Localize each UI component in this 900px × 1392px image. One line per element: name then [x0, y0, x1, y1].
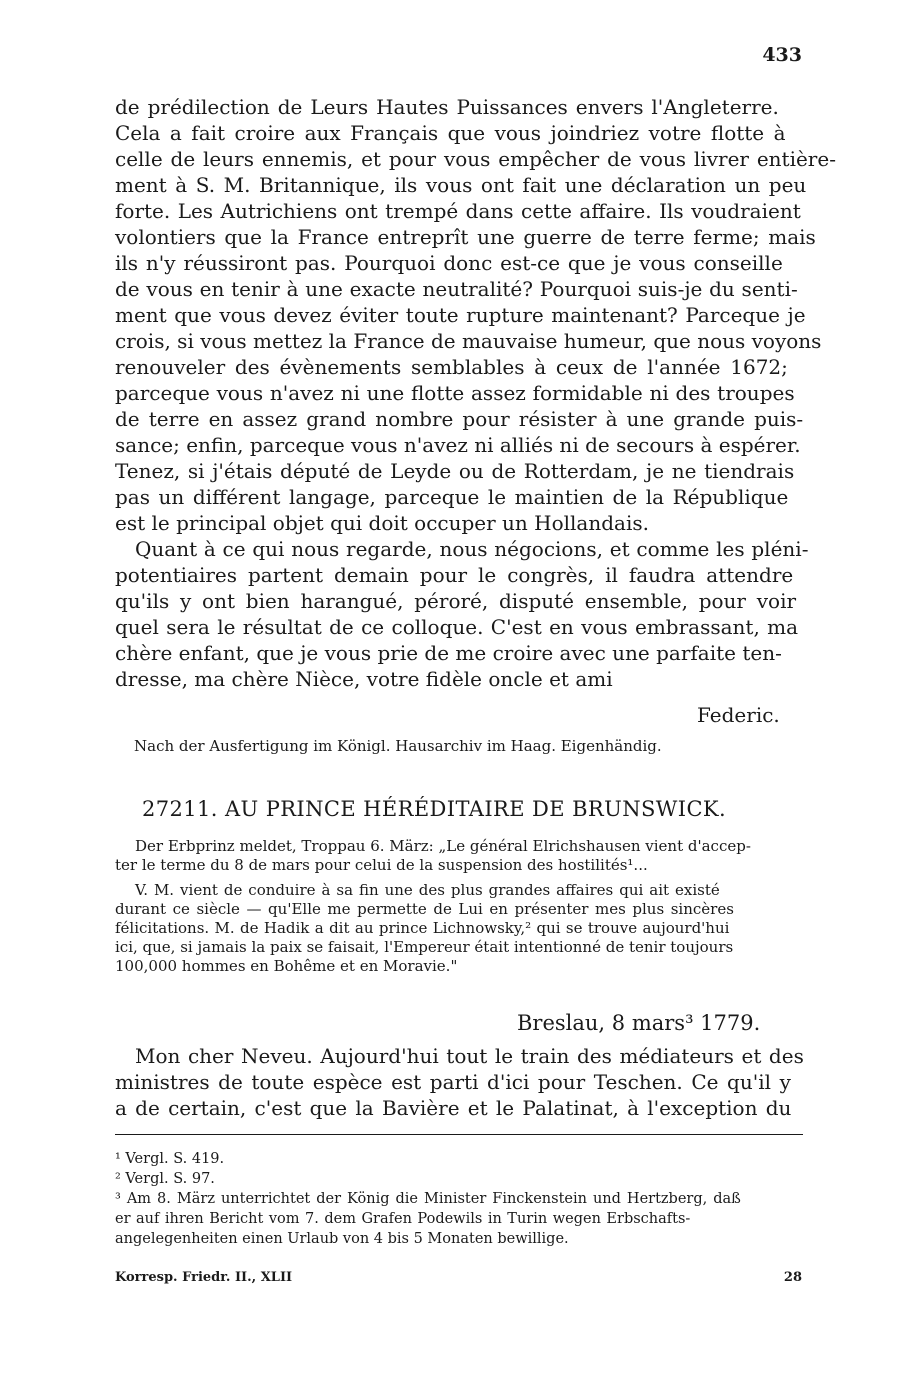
- text-line: pas un différent langage, parceque le maintien de la République: [115, 485, 789, 509]
- text-line: ment que vous devez éviter toute rupture maintenant? Parceque je: [115, 303, 806, 327]
- text-line: potentiaires partent demain pour le congrès, il faudra attendre: [115, 563, 794, 587]
- footnote-rule: [115, 1134, 803, 1135]
- source-note: Nach der Ausfertigung im Königl. Hausarchiv im Haag. Eigenhändig.: [134, 737, 662, 755]
- footnote-line: ³ Am 8. März unterrichtet der König die Minister Finckenstein und Hertzberg, daß: [115, 1191, 741, 1207]
- summary-line: V. M. vient de conduire à sa fin une des plus grandes affaires qui ait existé: [135, 881, 720, 899]
- text-line: est le principal objet qui doit occuper un Hollandais.: [115, 511, 649, 535]
- sheet-number: 28: [783, 1270, 802, 1285]
- text-line: ministres de toute espèce est parti d'ici pour Teschen. Ce qu'il y: [115, 1070, 791, 1094]
- text-line: de terre en assez grand nombre pour résister à une grande puis-: [115, 407, 804, 431]
- text-line: ment à S. M. Britannique, ils vous ont fait une déclaration un peu: [115, 173, 807, 197]
- text-line: sance; enfin, parceque vous n'avez ni alliés ni de secours à espérer.: [115, 433, 801, 457]
- summary-line: Der Erbprinz meldet, Troppau 6. März: „Le général Elrichshausen vient d'accep-: [135, 837, 751, 855]
- text-line: quel sera le résultat de ce colloque. C'est en vous embrassant, ma: [115, 615, 799, 639]
- text-line: crois, si vous mettez la France de mauvaise humeur, que nous voyons: [115, 329, 822, 353]
- letter-heading: 27211. AU PRINCE HÉRÉDITAIRE DE BRUNSWICK.: [142, 797, 727, 821]
- text-line: dresse, ma chère Nièce, votre fidèle oncle et ami: [115, 667, 613, 691]
- text-line: celle de leurs ennemis, et pour vous empêcher de vous livrer entière-: [115, 147, 836, 171]
- summary-line: durant ce siècle — qu'Elle me permette de Lui en présenter mes plus sincères: [115, 900, 734, 918]
- text-line: ils n'y réussiront pas. Pourquoi donc est-ce que je vous conseille: [115, 251, 783, 275]
- text-line: parceque vous n'avez ni une flotte assez formidable ni des troupes: [115, 381, 795, 405]
- text-line: de prédilection de Leurs Hautes Puissances envers l'Angleterre.: [115, 95, 779, 119]
- footnote-line: ² Vergl. S. 97.: [115, 1171, 215, 1187]
- dateline: Breslau, 8 mars³ 1779.: [517, 1011, 761, 1035]
- footnote-line: angelegenheiten einen Urlaub von 4 bis 5 Monaten bewillige.: [115, 1231, 569, 1247]
- text-line: renouveler des évènements semblables à ceux de l'année 1672;: [115, 355, 788, 379]
- summary-line: 100,000 hommes en Bohême et en Moravie.": [115, 957, 458, 975]
- footnote-line: er auf ihren Bericht vom 7. dem Grafen Podewils in Turin wegen Erbschafts-: [115, 1211, 691, 1227]
- page-number: 433: [762, 44, 802, 66]
- text-line: qu'ils y ont bien harangué, péroré, disputé ensemble, pour voir: [115, 589, 797, 613]
- text-line: a de certain, c'est que la Bavière et le Palatinat, à l'exception du: [115, 1096, 792, 1120]
- text-line: de vous en tenir à une exacte neutralité? Pourquoi suis-je du senti-: [115, 277, 798, 301]
- text-line: forte. Les Autrichiens ont trempé dans cette affaire. Ils voudraient: [115, 199, 801, 223]
- text-line: Tenez, si j'étais député de Leyde ou de Rotterdam, je ne tiendrais: [115, 459, 795, 483]
- text-line: volontiers que la France entreprît une guerre de terre ferme; mais: [115, 225, 816, 249]
- text-line: Quant à ce qui nous regarde, nous négocions, et comme les pléni-: [135, 537, 809, 561]
- summary-line: ter le terme du 8 de mars pour celui de la suspension des hostilités¹...: [115, 856, 648, 874]
- footnote-line: ¹ Vergl. S. 419.: [115, 1151, 225, 1167]
- text-line: Mon cher Neveu. Aujourd'hui tout le train des médiateurs et des: [135, 1044, 804, 1068]
- text-line: chère enfant, que je vous prie de me croire avec une parfaite ten-: [115, 641, 782, 665]
- summary-line: félicitations. M. de Hadik a dit au prince Lichnowsky,² qui se trouve aujourd'hui: [115, 919, 730, 937]
- signature: Federic.: [697, 703, 780, 727]
- text-line: Cela a fait croire aux Français que vous joindriez votre flotte à: [115, 121, 786, 145]
- summary-line: ici, que, si jamais la paix se faisait, l'Empereur était intentionné de tenir toujours: [115, 938, 734, 956]
- volume-signature: Korresp. Friedr. II., XLII: [115, 1270, 293, 1285]
